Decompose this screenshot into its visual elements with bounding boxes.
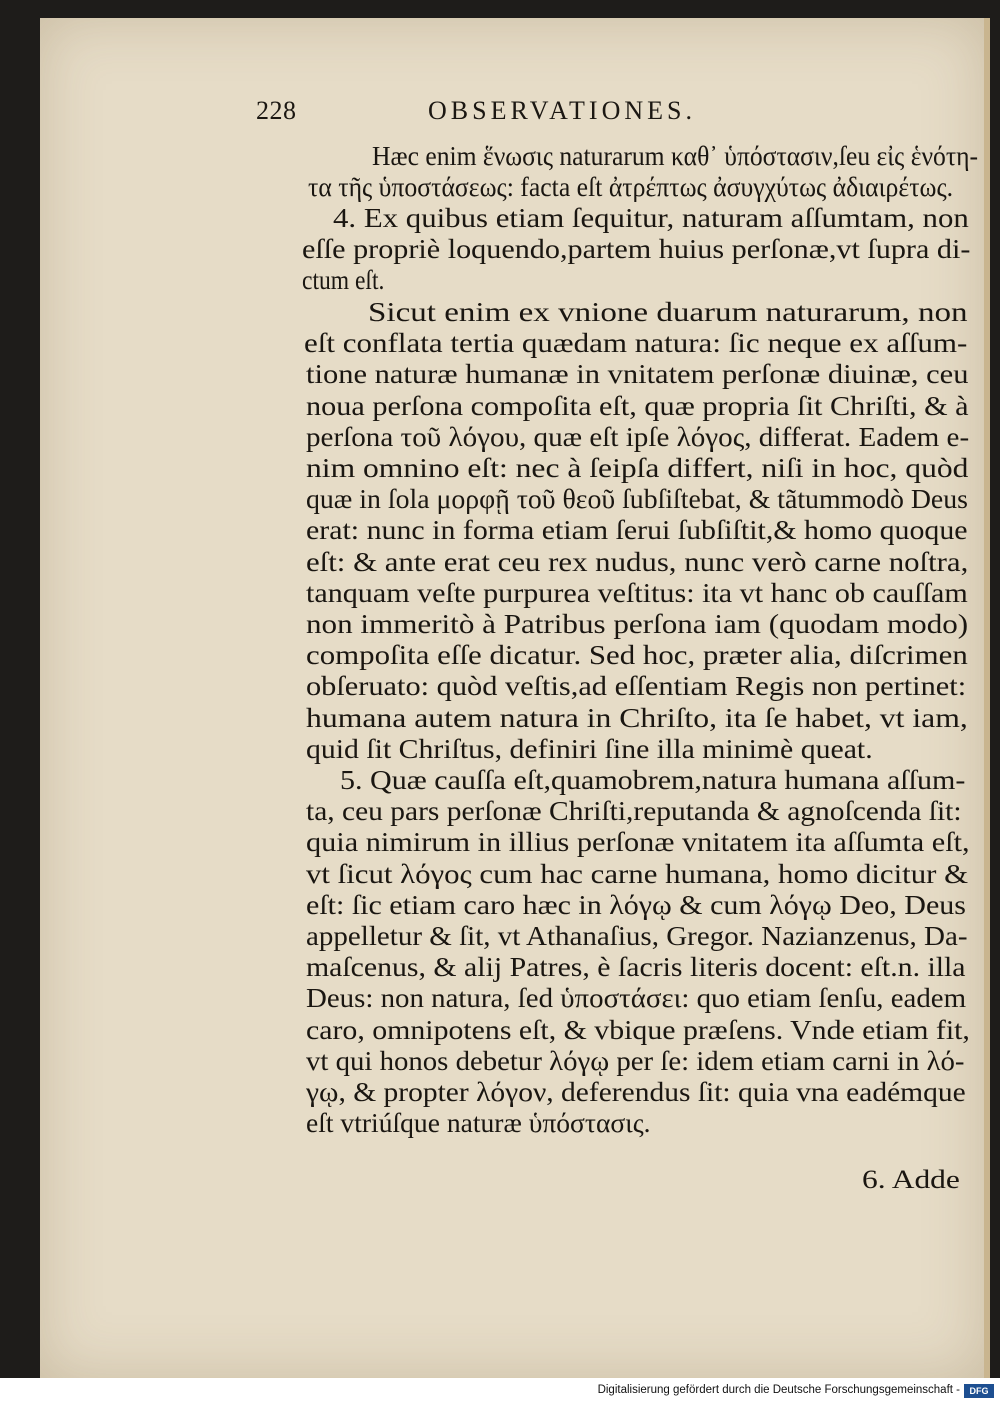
text-line: eſt: & ante erat ceu rex nudus, nunc verò carne noſtra, bbox=[306, 547, 969, 577]
footer-bar bbox=[0, 1378, 1000, 1405]
text-line: quæ in ſola μορφῇ τοῦ θεοῦ ſubſiſtebat, & tãtummodò Deus bbox=[306, 484, 968, 514]
text-line: eſt: ſic etiam caro hæc in λόγῳ & cum λόγῳ Deo, Deus bbox=[306, 890, 966, 920]
text-line: maſcenus, & alij Patres, è ſacris literis docent: eſt.n. illa bbox=[306, 952, 966, 982]
text-line: compoſita eſſe dicatur. Sed hoc, præter alia, diſcrimen bbox=[306, 640, 968, 670]
text-line: non immeritò à Patribus perſona iam (quodam modo) bbox=[306, 609, 969, 639]
text-line: humana autem natura in Chriſto, ita ſe habet, vt iam, bbox=[306, 703, 968, 733]
page-header bbox=[0, 96, 1000, 136]
text-line: γῳ, & propter λόγον, deferendus ſit: quia vna eadémque bbox=[306, 1077, 966, 1107]
text-line: quid ſit Chriſtus, definiri ſine illa minimè queat. bbox=[306, 734, 873, 764]
text-line: eſt conflata tertia quædam natura: ſic neque ex aſſum- bbox=[304, 328, 968, 358]
text-line: appelletur & ſit, vt Athanaſius, Gregor. Nazianzenus, Da- bbox=[306, 921, 968, 951]
text-line: vt qui honos debetur λόγῳ per ſe: idem etiam carni in λό- bbox=[306, 1046, 965, 1076]
text-line: eſt vtriúſque naturæ ὑπόστασις. bbox=[306, 1108, 651, 1138]
text-line: Sicut enim ex vnione duarum naturarum, non bbox=[368, 297, 968, 327]
running-head: OBSERVATIONES. bbox=[428, 96, 696, 125]
text-line: τα τῆς ὑποστάσεως: facta eſt ἀτρέπτως ἀσυγχύτως ἀδιαιρέτως. bbox=[308, 172, 954, 202]
text-line: tione naturæ humanæ in vnitatem perſonæ diuinæ, ceu bbox=[306, 359, 969, 389]
text-line: quia nimirum in illius perſonæ vnitatem ita aſſumta eſt, bbox=[306, 827, 970, 857]
text-line: Deus: non natura, ſed ὑποστάσει: quo etiam ſenſu, eadem bbox=[306, 983, 967, 1013]
page-edge bbox=[984, 18, 990, 1378]
text-line: caro, omnipotens eſt, & vbique præſens. Vnde etiam fit, bbox=[306, 1015, 970, 1045]
dfg-logo-icon: DFG bbox=[964, 1384, 994, 1398]
text-line: Hæc enim ἕνωσις naturarum καθ᾽ ὑπόστασιν,ſeu εἰς ἑνότη- bbox=[372, 141, 979, 171]
text-line: nim omnino eſt: nec à ſeipſa differt, niſi in hoc, quòd bbox=[306, 453, 969, 483]
text-line: perſona τοῦ λόγου, quæ eſt ipſe λόγος, differat. Eadem e- bbox=[306, 422, 970, 452]
text-line: ctum eſt. bbox=[302, 265, 385, 295]
text-line: eſſe propriè loquendo,partem huius perſonæ,vt ſupra di- bbox=[302, 234, 971, 264]
text-line: vt ſicut λόγος cum hac carne humana, homo dicitur & bbox=[306, 859, 969, 889]
catchword: 6. Adde bbox=[862, 1165, 960, 1194]
text-line: obſeruato: quòd veſtis,ad eſſentiam Regis non pertinet: bbox=[306, 671, 967, 701]
text-line: tanquam veſte purpurea veſtitus: ita vt hanc ob cauſſam bbox=[306, 578, 968, 608]
text-line: noua perſona compoſita eſt, quæ propria ſit Chriſti, & à bbox=[306, 391, 969, 421]
text-line: erat: nunc in forma etiam ſerui ſubſiſtit,& homo quoque bbox=[306, 515, 968, 545]
digitization-credit: Digitalisierung gefördert durch die Deutsche Forschungsgemeinschaft - bbox=[597, 1384, 960, 1396]
page-number: 228 bbox=[256, 96, 297, 125]
text-line: 5. Quæ cauſſa eſt,quamobrem,natura humana aſſum- bbox=[340, 765, 966, 795]
text-line: ta, ceu pars perſonæ Chriſti,reputanda & agnoſcenda ſit: bbox=[306, 796, 962, 826]
text-line: 4. Ex quibus etiam ſequitur, naturam aſſumtam, non bbox=[333, 203, 969, 233]
